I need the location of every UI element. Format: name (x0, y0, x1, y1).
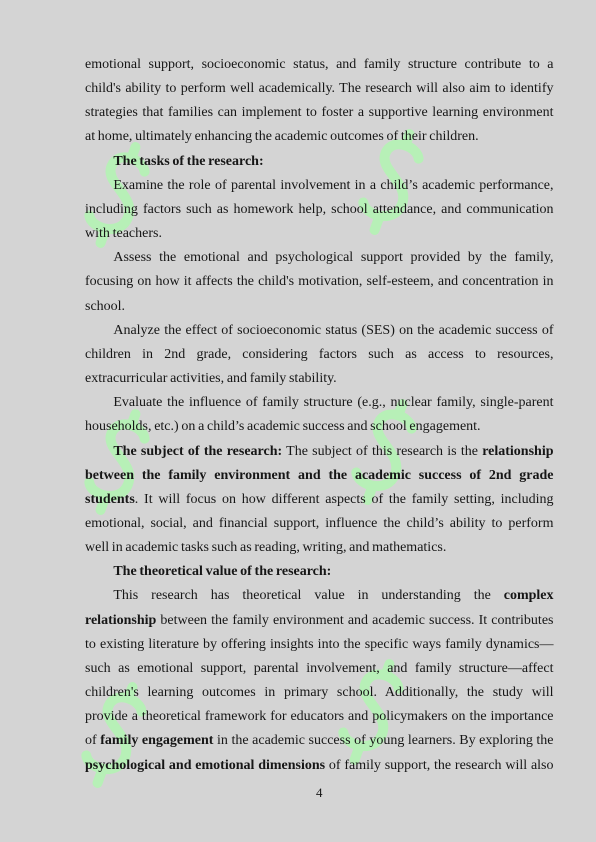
text-run: . It will focus on how different aspects of the family setting, including (134, 491, 554, 507)
text-line (85, 53, 554, 77)
text-run: children in 2nd grade, considering factors such as access to resources, (85, 346, 554, 362)
bold-text: The tasks of the research: (113, 153, 264, 169)
text-run: emotional, social, and financial support, influence the child’s ability to perform (85, 515, 554, 531)
text-line (85, 125, 554, 149)
text-line (85, 319, 554, 343)
text-line (85, 77, 554, 101)
page-number: 4 (316, 785, 323, 800)
text-run: focusing on how it affects the child's motivation, self-esteem, and concentration in (85, 274, 554, 290)
text-line (85, 681, 554, 705)
bold-text: psychological and emotional dimensions (85, 757, 326, 773)
text-line (85, 633, 554, 657)
text-run: extracurricular activities, and family stability. (85, 371, 337, 387)
text-run: of family support, the research will also (325, 757, 554, 773)
paragraph (85, 391, 554, 439)
text-run: provide a theoretical framework for educators and policymakers on the importance (85, 709, 554, 725)
text-line (85, 150, 554, 174)
bold-text: between the family environment and the academic success of 2nd grade (85, 467, 554, 483)
paragraph (85, 319, 554, 391)
text-run: in the academic success of young learners. By exploring the (213, 733, 554, 749)
text-run: of (85, 733, 101, 749)
text-run: between the family environment and academic success. It contributes (156, 612, 554, 628)
text-run: emotional support, socioeconomic status, and family structure contribute to a (85, 57, 554, 72)
section-heading (85, 560, 554, 584)
text-run: This research has theoretical value in understanding the (113, 588, 504, 604)
text-run: with teachers. (85, 226, 162, 242)
text-line (85, 464, 554, 488)
text-line (85, 295, 554, 319)
text-run: Examine the role of parental involvement in a child’s academic performance, (113, 177, 554, 193)
text-line (85, 609, 554, 633)
text-line (85, 391, 554, 415)
text-line (85, 560, 554, 584)
text-line (85, 488, 554, 512)
paragraph (85, 246, 554, 318)
text-line (85, 101, 554, 125)
text-run: Assess the emotional and psychological support provided by the family, (113, 250, 554, 266)
text-run: strategies that families can implement to foster a supportive learning environment (85, 105, 554, 121)
text-run: households, etc.) on a child’s academic success and school engagement. (85, 419, 481, 435)
text-run: children's learning outcomes in primary school. Additionally, the study will (85, 685, 554, 701)
paragraph-continued (85, 53, 554, 150)
text-line (85, 198, 554, 222)
text-line (85, 343, 554, 367)
text-run: child's ability to perform well academically. The research will also aim to identify (85, 81, 554, 97)
text-line (85, 246, 554, 270)
text-line (85, 754, 554, 778)
bold-text: complex (503, 588, 554, 604)
text-run: well in academic tasks such as reading, writing, and mathematics. (85, 540, 447, 556)
body-text (85, 53, 554, 778)
text-line (85, 174, 554, 198)
bold-text: relationship (85, 612, 157, 628)
paragraph (85, 174, 554, 246)
text-line (85, 222, 554, 246)
text-line (85, 705, 554, 729)
text-line (85, 512, 554, 536)
paragraph (85, 584, 554, 777)
text-line (85, 270, 554, 294)
text-run: school. (85, 298, 126, 314)
text-run: at home, ultimately enhancing the academic outcomes of their children. (85, 129, 479, 145)
text-run: to existing literature by offering insights into the specific ways family dynamics— (85, 636, 554, 652)
text-line (85, 657, 554, 681)
text-line (85, 584, 554, 608)
text-run: Analyze the effect of socioeconomic status (SES) on the academic success of (113, 322, 554, 338)
section-heading (85, 150, 554, 174)
bold-text: family engagement (100, 733, 214, 749)
bold-text: relationship (482, 443, 554, 459)
paragraph (85, 440, 554, 561)
text-line (85, 415, 554, 439)
bold-text: students (85, 491, 135, 507)
text-run: including factors such as homework help, school attendance, and communication (85, 201, 554, 217)
bold-text: The subject of the research: (113, 443, 283, 459)
text-line (85, 367, 554, 391)
text-run: The subject of this research is the (282, 443, 483, 459)
text-line (85, 536, 554, 560)
text-line (85, 729, 554, 753)
bold-text: The theoretical value of the research: (113, 564, 332, 580)
text-run: such as emotional support, parental involvement, and family structure—affect (85, 660, 554, 676)
text-run: Evaluate the influence of family structure (e.g., nuclear family, single-parent (113, 395, 554, 411)
text-line (85, 440, 554, 464)
